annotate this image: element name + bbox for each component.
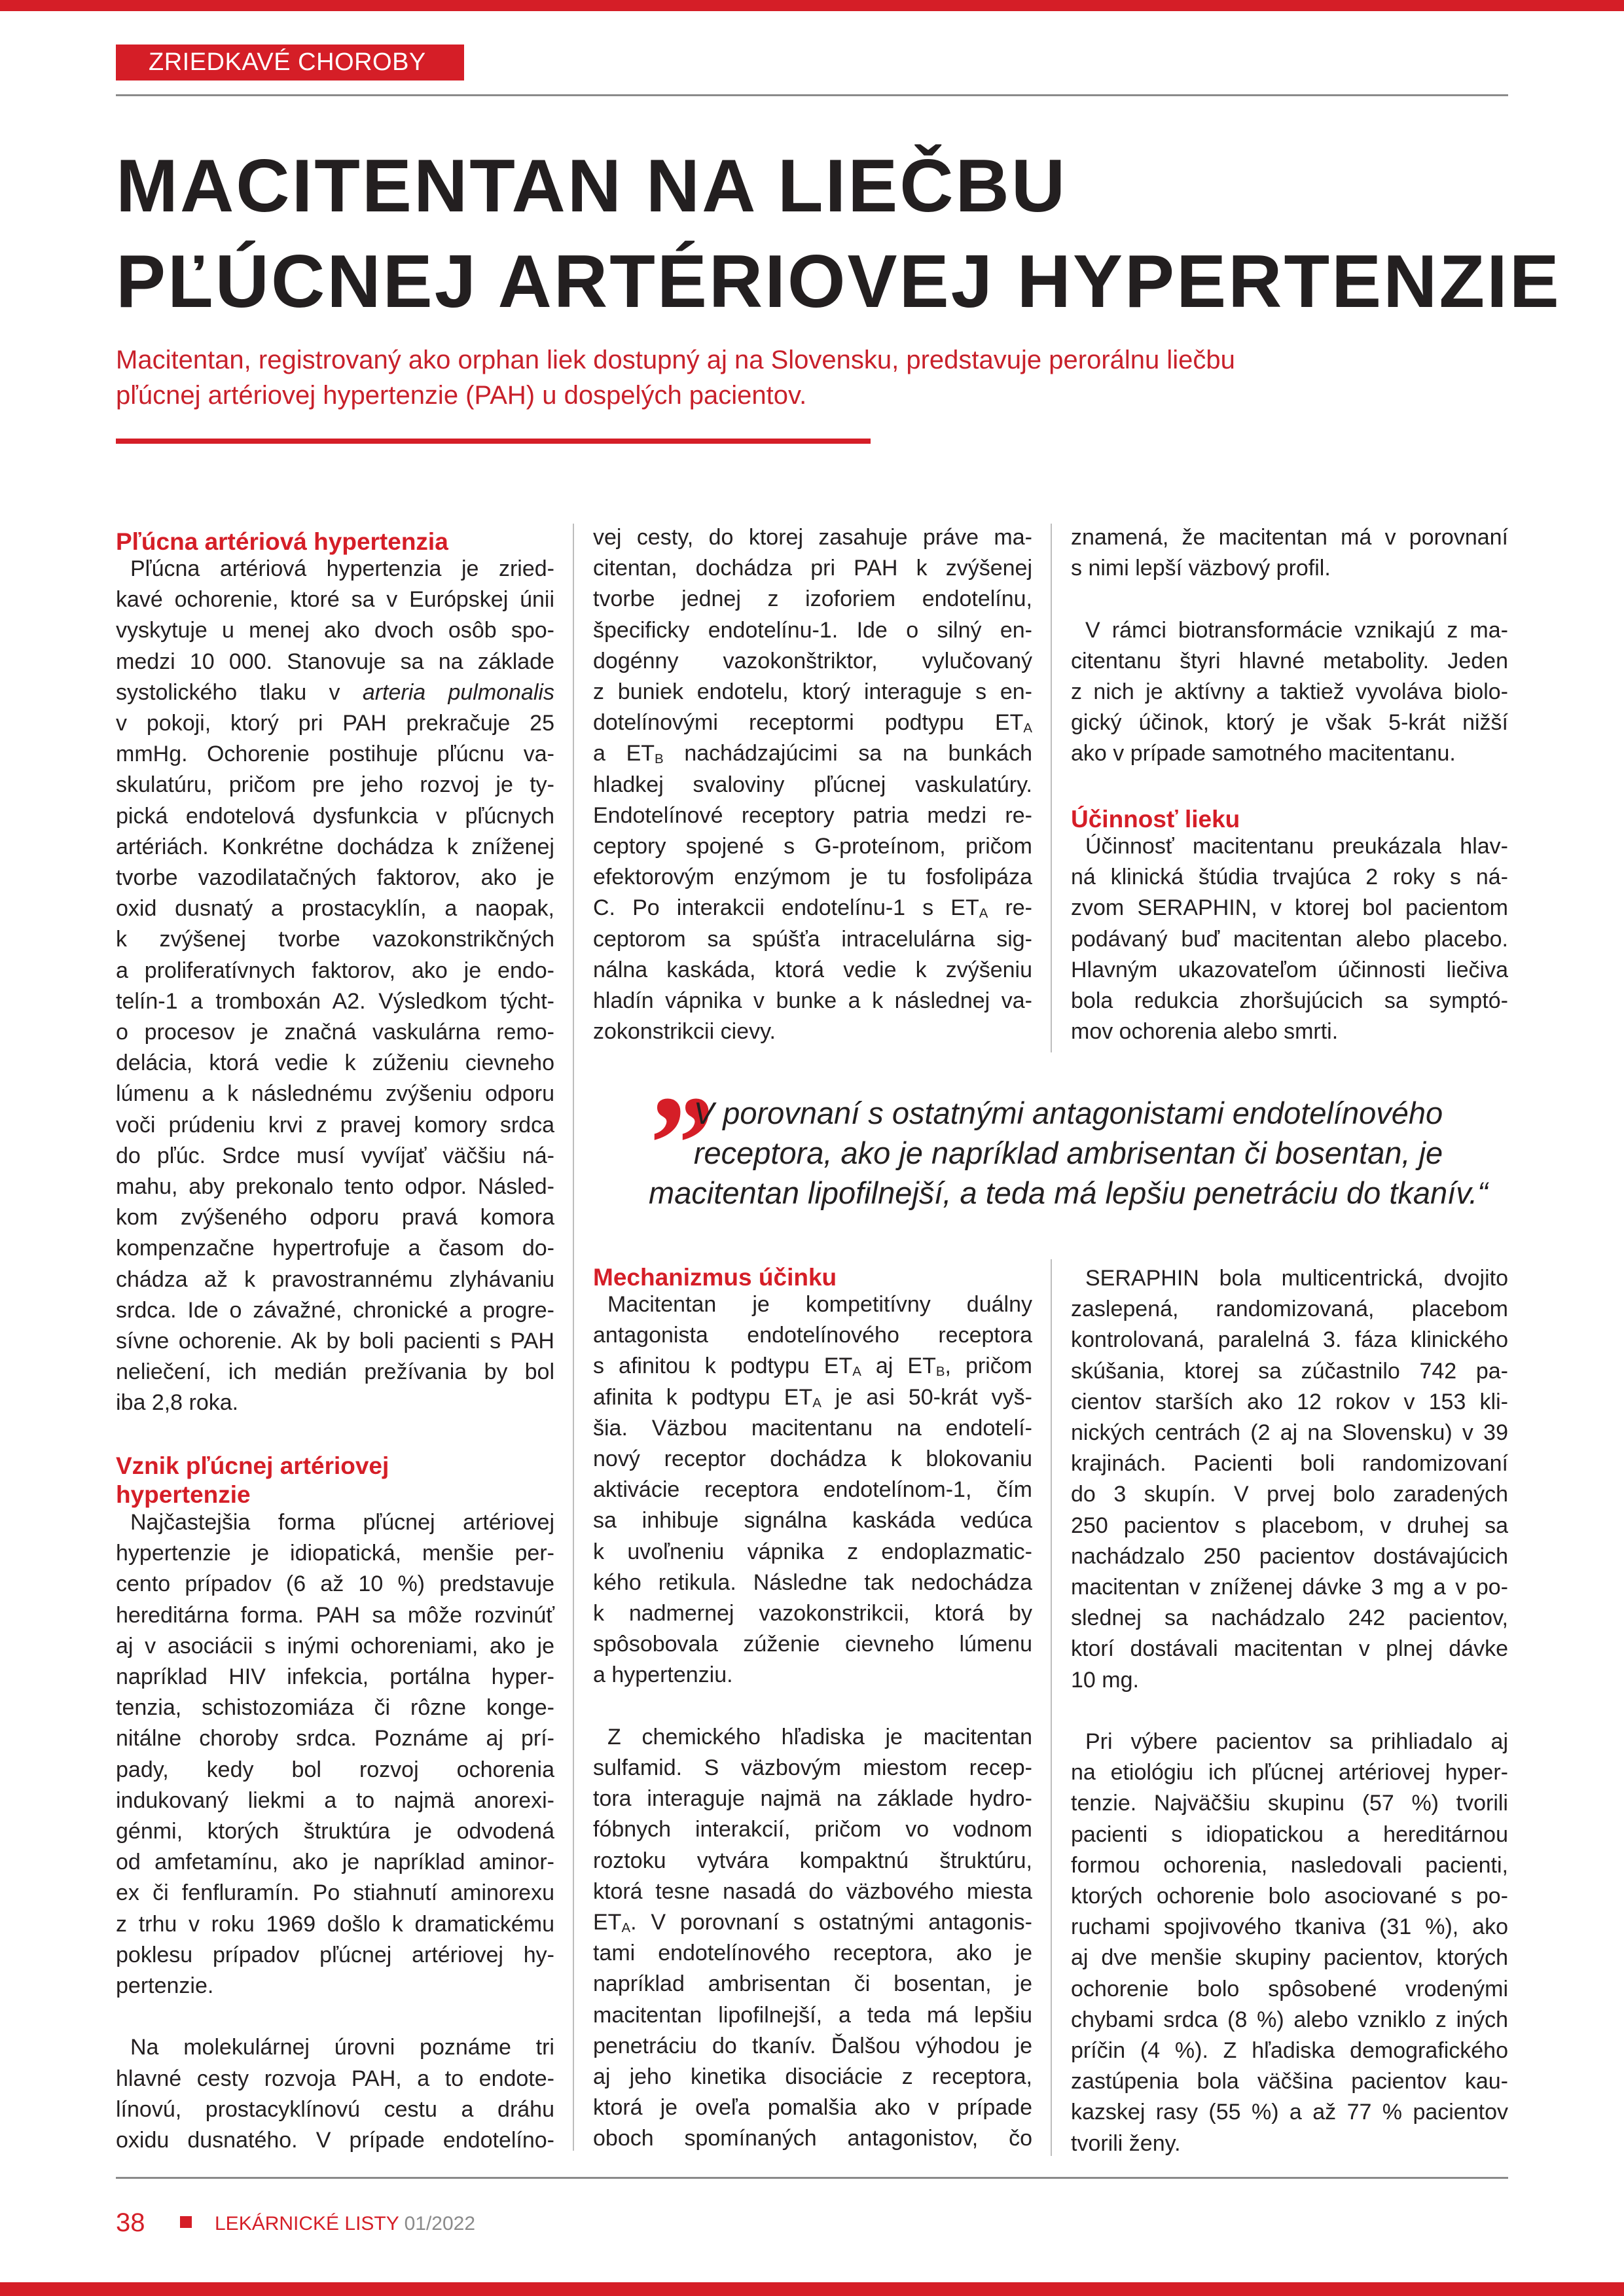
text-line xyxy=(593,738,1032,769)
text-line: Najčastejšia forma pľúcnej artériovej xyxy=(130,1510,554,1535)
text-line: pacienti s idiopatickou a hereditárnou xyxy=(1071,1821,1508,1847)
latin-term: arteria pulmonalis xyxy=(362,679,554,705)
text-fragment: re- xyxy=(988,895,1032,921)
text-line: príčin (4 %). Z hľadiska demografického xyxy=(1071,2038,1508,2064)
bottom-accent-bar xyxy=(0,2282,1624,2296)
paragraph-gap xyxy=(1071,1696,1508,1727)
text-line: aktivácie receptora endotelínom-1, čím xyxy=(593,1477,1032,1503)
subscript: B xyxy=(935,1365,945,1380)
text-line: Účinnosť macitentanu preukázala hlav- xyxy=(1085,834,1508,859)
text-line: nový receptor dochádza k blokovaniu xyxy=(593,1446,1032,1472)
issue-number: 01/2022 xyxy=(404,2213,476,2234)
text-line: efektorovým enzýmom je tu fosfolipáza xyxy=(593,865,1032,890)
text-line: zaslepená, randomizovaná, placebom xyxy=(1071,1297,1508,1322)
pull-quote xyxy=(636,1093,1500,1213)
text-line: dogénny vazokonštriktor, vylučovaný xyxy=(593,648,1032,673)
text-line: a proliferatívnych faktorov, ako je endo- xyxy=(116,958,554,983)
col3-block-2 xyxy=(1071,831,1508,1047)
text-line: vyskytuje u menej ako dvoch osôb spo- xyxy=(116,618,554,643)
text-fragment: je asi 50-krát vyš- xyxy=(821,1384,1032,1410)
text-line: macitentan lipofilnejší, a teda má lepšiu xyxy=(593,2002,1032,2028)
paragraph-gap xyxy=(116,2001,554,2032)
paragraph-gap xyxy=(1071,584,1508,615)
text-line: 10 mg. xyxy=(1071,1667,1139,1693)
text-fragment: aj ET xyxy=(861,1354,936,1379)
text-line: na etiológiu ich pľúcnej artériovej hyper- xyxy=(1071,1760,1508,1785)
lead-line: pľúcnej artériovej hypertenzie (PAH) u dospelých pacientov. xyxy=(116,381,807,410)
text-line: hypertenzie je idiopatická, menšie per- xyxy=(116,1541,554,1566)
subscript: B xyxy=(655,752,664,767)
text-line: pická endotelová dysfunkcia v pľúcnych xyxy=(116,803,554,829)
text-line: oboch spomínaných antagonistov, čo xyxy=(593,2126,1032,2151)
text-line: z nich je aktívny a taktiež vyvoláva biolo- xyxy=(1071,679,1508,704)
text-line: kazskej rasy (55 %) a až 77 % pacientov xyxy=(1071,2100,1508,2125)
text-line: gický účinok, ktorý je však 5-krát nižší xyxy=(1071,710,1508,736)
text-line: kontrolovaná, paralelná 3. fáza klinického xyxy=(1071,1327,1508,1353)
text-line: šia. Väzbou macitentanu na endotelí- xyxy=(593,1415,1032,1441)
subscript: A xyxy=(1023,721,1032,736)
column-divider xyxy=(573,1042,574,2151)
heading-pah xyxy=(116,528,554,556)
text-line xyxy=(593,1907,1032,1938)
subscript: A xyxy=(812,1395,821,1410)
text-line: aj jeho kinetika disociácie z receptora, xyxy=(593,2064,1032,2090)
text-line: vej cesty, do ktorej zasahuje práve ma- xyxy=(593,525,1032,550)
lead-rule xyxy=(116,439,871,444)
heading-vznik xyxy=(116,1452,554,1509)
text-line: Z chemického hľadiska je macitentan xyxy=(607,1724,1032,1749)
text-line: antagonista endotelínového receptora xyxy=(593,1323,1032,1348)
col3-block-1 xyxy=(1071,522,1508,770)
text-line: zastúpenia bola väčšina pacientov kau- xyxy=(1071,2069,1508,2094)
footer-rule xyxy=(116,2177,1508,2179)
text-line: napríklad ambrisentan či bosentan, je xyxy=(593,1971,1032,1997)
text-line: do 3 skupín. V prvej bolo zaradených xyxy=(1071,1482,1508,1507)
text-line: chádza až k pravostrannému zlyhávaniu xyxy=(116,1266,554,1292)
text-line: sa inhibuje signálna kaskáda vedúca xyxy=(593,1508,1032,1534)
text-line: kompenzačne hypertrofuje a časom do- xyxy=(116,1236,554,1261)
text-line: oxid dusnatý a prostacyklín, a naopak, xyxy=(116,896,554,922)
text-line: ktorí dostávali macitentan v plnej dávke xyxy=(1071,1636,1508,1662)
article-title xyxy=(116,139,1561,330)
subscript: A xyxy=(852,1365,861,1380)
text-line: tora interaguje najmä na základe hydro- xyxy=(593,1786,1032,1812)
text-line: pady, kedy bol rozvoj ochorenia xyxy=(116,1757,554,1782)
text-line: špecificky endotelínu-1. Ide o silný en- xyxy=(593,617,1032,643)
header-rule xyxy=(116,94,1508,96)
subscript: A xyxy=(979,906,988,922)
text-line: k uvoľneniu vápnika z endoplazmatic- xyxy=(593,1539,1032,1564)
text-line: skulatúru, pričom pre jeho rozvoj je ty- xyxy=(116,772,554,798)
text-line: citentanu štyri hlavné metabolity. Jeden xyxy=(1071,648,1508,673)
page-number: 38 xyxy=(116,2208,145,2237)
text-line xyxy=(593,893,1032,924)
subscript: A xyxy=(621,1921,631,1936)
text-line: znamená, že macitentan má v porovnaní xyxy=(1071,525,1508,550)
heading-mechanizmus xyxy=(593,1263,1032,1292)
quote-line: macitentan lipofilnejší, a teda má lepšiu penetráciu do tkanív.“ xyxy=(649,1175,1488,1210)
text-line: spôsobovala zúženie cievneho lúmenu xyxy=(593,1632,1032,1657)
text-line: ceptorom sa spúšťa intracelulárna sig- xyxy=(593,926,1032,952)
text-line: oxidu dusnatého. V prípade endotelíno- xyxy=(116,2128,554,2153)
article-title-line: PĽÚCNEJ ARTÉRIOVEJ HYPERTENZIE xyxy=(116,240,1561,323)
col1-block-1 xyxy=(116,554,554,1419)
text-line: pertenzie. xyxy=(116,1973,214,1999)
text-line: zvom SERAPHIN, v ktorej bol pacientom xyxy=(1071,895,1508,921)
section-tag: ZRIEDKAVÉ CHOROBY xyxy=(116,45,464,81)
text-line: srdca. Ide o závažné, chronické a progre- xyxy=(116,1297,554,1323)
text-line: SERAPHIN bola multicentrická, dvojito xyxy=(1085,1266,1508,1291)
article-title-line: MACITENTAN NA LIEČBU xyxy=(116,145,1068,228)
text-line: Na molekulárnej úrovni poznáme tri xyxy=(130,2035,554,2060)
text-line: ná klinická štúdia trvajúca 2 roky s ná- xyxy=(1071,865,1508,890)
text-line: kom zvýšeného odporu pravá komora xyxy=(116,1205,554,1230)
magazine-name: LEKÁRNICKÉ LISTY xyxy=(215,2213,399,2234)
text-line: k nadmernej vazokonstrikcii, ktorá by xyxy=(593,1601,1032,1626)
text-line: cento prípadov (6 až 10 %) predstavuje xyxy=(116,1571,554,1597)
text-line: formou ochorenia, nasledovali pacienti, xyxy=(1071,1852,1508,1878)
text-line: Hlavným ukazovateľom účinnosti liečiva xyxy=(1071,957,1508,982)
column-divider xyxy=(1051,1259,1052,2156)
text-line: Pri výbere pacientov sa prihliadalo aj xyxy=(1085,1729,1508,1755)
text-line: delácia, ktorá vedie k zúženiu cievneho xyxy=(116,1050,554,1076)
text-line: medzi 10 000. Stanovuje sa na základe xyxy=(116,649,554,674)
text-line: nitálne choroby srdca. Poznáme aj prí- xyxy=(116,1726,554,1751)
text-line: napríklad HIV infekcia, portálna hyper- xyxy=(116,1664,554,1690)
text-line: voči prúdeniu krvi z pravej komory srdca xyxy=(116,1112,554,1138)
footer-magazine xyxy=(215,2211,475,2237)
text-line: kavé ochorenie, ktoré sa v Európskej únii xyxy=(116,587,554,613)
quote-line: receptora, ako je napríklad ambrisentan či bosentan, je xyxy=(693,1136,1443,1170)
text-line: cientov starších ako 12 rokov v 153 kli- xyxy=(1071,1389,1508,1414)
top-accent-bar xyxy=(0,0,1624,11)
heading-text: Pľúcna artériová hypertenzia xyxy=(116,528,448,555)
text-line: chybami srdca (8 %) alebo vzniklo z iných xyxy=(1071,2007,1508,2032)
text-line: lúmenu a k následnému zvýšeniu odporu xyxy=(116,1081,554,1107)
text-line: aj v asociácii s inými ochoreniami, ako je xyxy=(116,1633,554,1659)
text-line: línovú, prostacyklínovú cestu a dráhu xyxy=(116,2096,554,2122)
text-line: telín-1 a tromboxán A2. Výsledkom týcht- xyxy=(116,988,554,1014)
text-line: k zvýšenej tvorbe vazokonstrikčných xyxy=(116,927,554,952)
text-line: artériách. Konkrétne dochádza k zníženej xyxy=(116,834,554,859)
text-line: hlavné cesty rozvoja PAH, a to endote- xyxy=(116,2066,554,2091)
text-line xyxy=(593,708,1032,738)
text-line: s nimi lepší väzbový profil. xyxy=(1071,556,1331,581)
article-lead xyxy=(116,342,1235,413)
text-line: skúšania, ktorej sa zúčastnilo 742 pa- xyxy=(1071,1358,1508,1384)
text-line: 250 pacientov s placebom, v druhej sa xyxy=(1071,1513,1508,1538)
text-line: tami endotelínového receptora, ako je xyxy=(593,1941,1032,1966)
text-line: sulfamid. S väzbovým miestom recep- xyxy=(593,1755,1032,1781)
col3-block-3 xyxy=(1071,1263,1508,2159)
text-line xyxy=(593,1351,1032,1382)
text-line: iba 2,8 roka. xyxy=(116,1390,239,1416)
text-line: penetráciu do tkanív. Ďalšou výhodou je xyxy=(593,2033,1032,2058)
quote-line: V porovnaní s ostatnými antagonistami endotelínového xyxy=(693,1096,1443,1130)
text-fragment: nachádzajúcimi sa na bunkách xyxy=(663,741,1032,766)
text-line: z buniek endotelu, ktorý interaguje s en- xyxy=(593,679,1032,705)
col1-block-2 xyxy=(116,1507,554,2156)
text-line: roztoku vytvára kompaktnú štruktúru, xyxy=(593,1848,1032,1873)
text-line: aj dve menšie skupiny pacientov, ktorých xyxy=(1071,1945,1508,1971)
text-line: Pľúcna artériová hypertenzia je zried- xyxy=(130,556,554,581)
text-line: slednej sa nachádzalo 242 pacientov, xyxy=(1071,1605,1508,1631)
lead-line: Macitentan, registrovaný ako orphan liek dostupný aj na Slovensku, predstavuje perorálnu liečbu xyxy=(116,346,1235,374)
text-line: podávaný buď macitentan alebo placebo. xyxy=(1071,926,1508,952)
text-line: ex či fenfluramín. Po stiahnutí aminorexu xyxy=(116,1880,554,1906)
text-line: Endotelínové receptory patria medzi re- xyxy=(593,802,1032,828)
text-line: hereditárna forma. PAH sa môže rozvinúť xyxy=(116,1602,554,1628)
text-line: a hypertenziu. xyxy=(593,1662,733,1688)
heading-text: hypertenzie xyxy=(116,1481,251,1508)
text-line: sívne ochorenie. Ak by boli pacienti s PAH xyxy=(116,1329,554,1354)
text-line: ceptory spojené s G-proteínom, pričom xyxy=(593,834,1032,859)
text-line: mahu, aby prekonalo tento odpor. Násled- xyxy=(116,1174,554,1200)
text-line: v pokoji, ktorý pri PAH prekračuje 25 xyxy=(116,711,554,736)
text-line: nických centrách (2 aj na Slovensku) v 39 xyxy=(1071,1420,1508,1446)
text-line xyxy=(116,677,554,708)
text-line: nálna kaskáda, ktorá vedie k zvýšeniu xyxy=(593,957,1032,982)
text-line: ruchami spojivového tkaniva (31 %), ako xyxy=(1071,1914,1508,1940)
heading-ucinnost xyxy=(1071,805,1508,834)
text-line: ktorá je oveľa pomalšia ako v prípade xyxy=(593,2095,1032,2121)
quote-mark-icon: ” xyxy=(642,1068,711,1220)
col2-block-1 xyxy=(593,522,1032,1047)
text-line: génmi, ktorých štruktúra je odvodená xyxy=(116,1819,554,1844)
text-line: citentan, dochádza pri PAH k zvýšenej xyxy=(593,556,1032,581)
text-line: hladkej svaloviny pľúcnej vaskulatúry. xyxy=(593,772,1032,797)
text-fragment: , pričom xyxy=(945,1354,1032,1379)
heading-text: Vznik pľúcnej artériovej xyxy=(116,1452,389,1479)
text-line: ktorá tesne nasadá do väzbového miesta xyxy=(593,1878,1032,1904)
text-fragment: s afinitou k podtypu ET xyxy=(593,1354,853,1379)
text-fragment: afinita k podtypu ET xyxy=(593,1384,813,1410)
text-line: poklesu prípadov pľúcnej artériovej hy- xyxy=(116,1942,554,1967)
text-fragment: . V porovnaní s ostatnými antagonis- xyxy=(630,1910,1032,1935)
text-line: o procesov je značná vaskulárna remo- xyxy=(116,1020,554,1045)
text-fragment: systolického tlaku v xyxy=(116,679,363,705)
col2-block-2 xyxy=(593,1289,1032,2155)
text-line: mov ochorenia alebo smrti. xyxy=(1071,1019,1339,1045)
heading-text: Účinnosť lieku xyxy=(1071,806,1240,833)
text-line: ako v prípade samotného macitentanu. xyxy=(1071,741,1456,766)
text-line xyxy=(593,1382,1032,1413)
text-line: zokonstrikcii cievy. xyxy=(593,1019,776,1045)
text-line: od amfetamínu, ako je napríklad aminor- xyxy=(116,1850,554,1875)
paragraph-gap xyxy=(593,1691,1032,1722)
column-divider xyxy=(1051,524,1052,1052)
text-line: tvorili ženy. xyxy=(1071,2130,1181,2156)
text-line: bola redukcia zhoršujúcich sa symptó- xyxy=(1071,988,1508,1014)
column-divider xyxy=(573,524,574,1042)
text-line: tenzie. Najväčšiu skupinu (57 %) tvorili xyxy=(1071,1791,1508,1816)
footer-square-icon xyxy=(180,2216,192,2228)
text-line: Macitentan je kompetitívny duálny xyxy=(607,1292,1032,1317)
text-line: macitentan v zníženej dávke 3 mg a v po- xyxy=(1071,1575,1508,1600)
text-line: z trhu v roku 1969 došlo k dramatickému xyxy=(116,1911,554,1937)
text-line: tenzia, schistozomiáza či rôzne konge- xyxy=(116,1695,554,1721)
text-line: kého retikula. Následne tak nedochádza xyxy=(593,1570,1032,1595)
text-fragment: a ET xyxy=(593,741,655,766)
text-fragment: C. Po interakcii endotelínu-1 s ET xyxy=(593,895,979,921)
text-line: nachádzalo 250 pacientov dostávajúcich xyxy=(1071,1543,1508,1569)
text-line: indukovaný liekmi a to najmä anorexi- xyxy=(116,1787,554,1813)
text-line: ochorenie bolo spôsobené vrodenými xyxy=(1071,1976,1508,2001)
text-line: tvorbe jednej z izoforiem endotelínu, xyxy=(593,586,1032,612)
heading-text: Mechanizmus účinku xyxy=(593,1264,837,1291)
text-line: tvorbe vazodilatačných faktorov, ako je xyxy=(116,865,554,891)
text-fragment: dotelínovými receptormi podtypu ET xyxy=(593,710,1024,736)
text-line: hladín vápnika v bunke a k následnej va- xyxy=(593,988,1032,1014)
text-line: V rámci biotransformácie vznikajú z ma- xyxy=(1085,617,1508,643)
text-line: do pľúc. Srdce musí vyvíjať väčšiu ná- xyxy=(116,1143,554,1168)
text-line: fóbnych interakcií, pričom vo vodnom xyxy=(593,1817,1032,1842)
text-line: neliečení, ich medián prežívania by bol xyxy=(116,1359,554,1385)
text-line: mmHg. Ochorenie postihuje pľúcnu va- xyxy=(116,742,554,767)
text-fragment: ET xyxy=(593,1910,622,1935)
text-line: krajinách. Pacienti boli randomizovaní xyxy=(1071,1451,1508,1477)
text-line: ktorých ochorenie bolo asociované s po- xyxy=(1071,1884,1508,1909)
